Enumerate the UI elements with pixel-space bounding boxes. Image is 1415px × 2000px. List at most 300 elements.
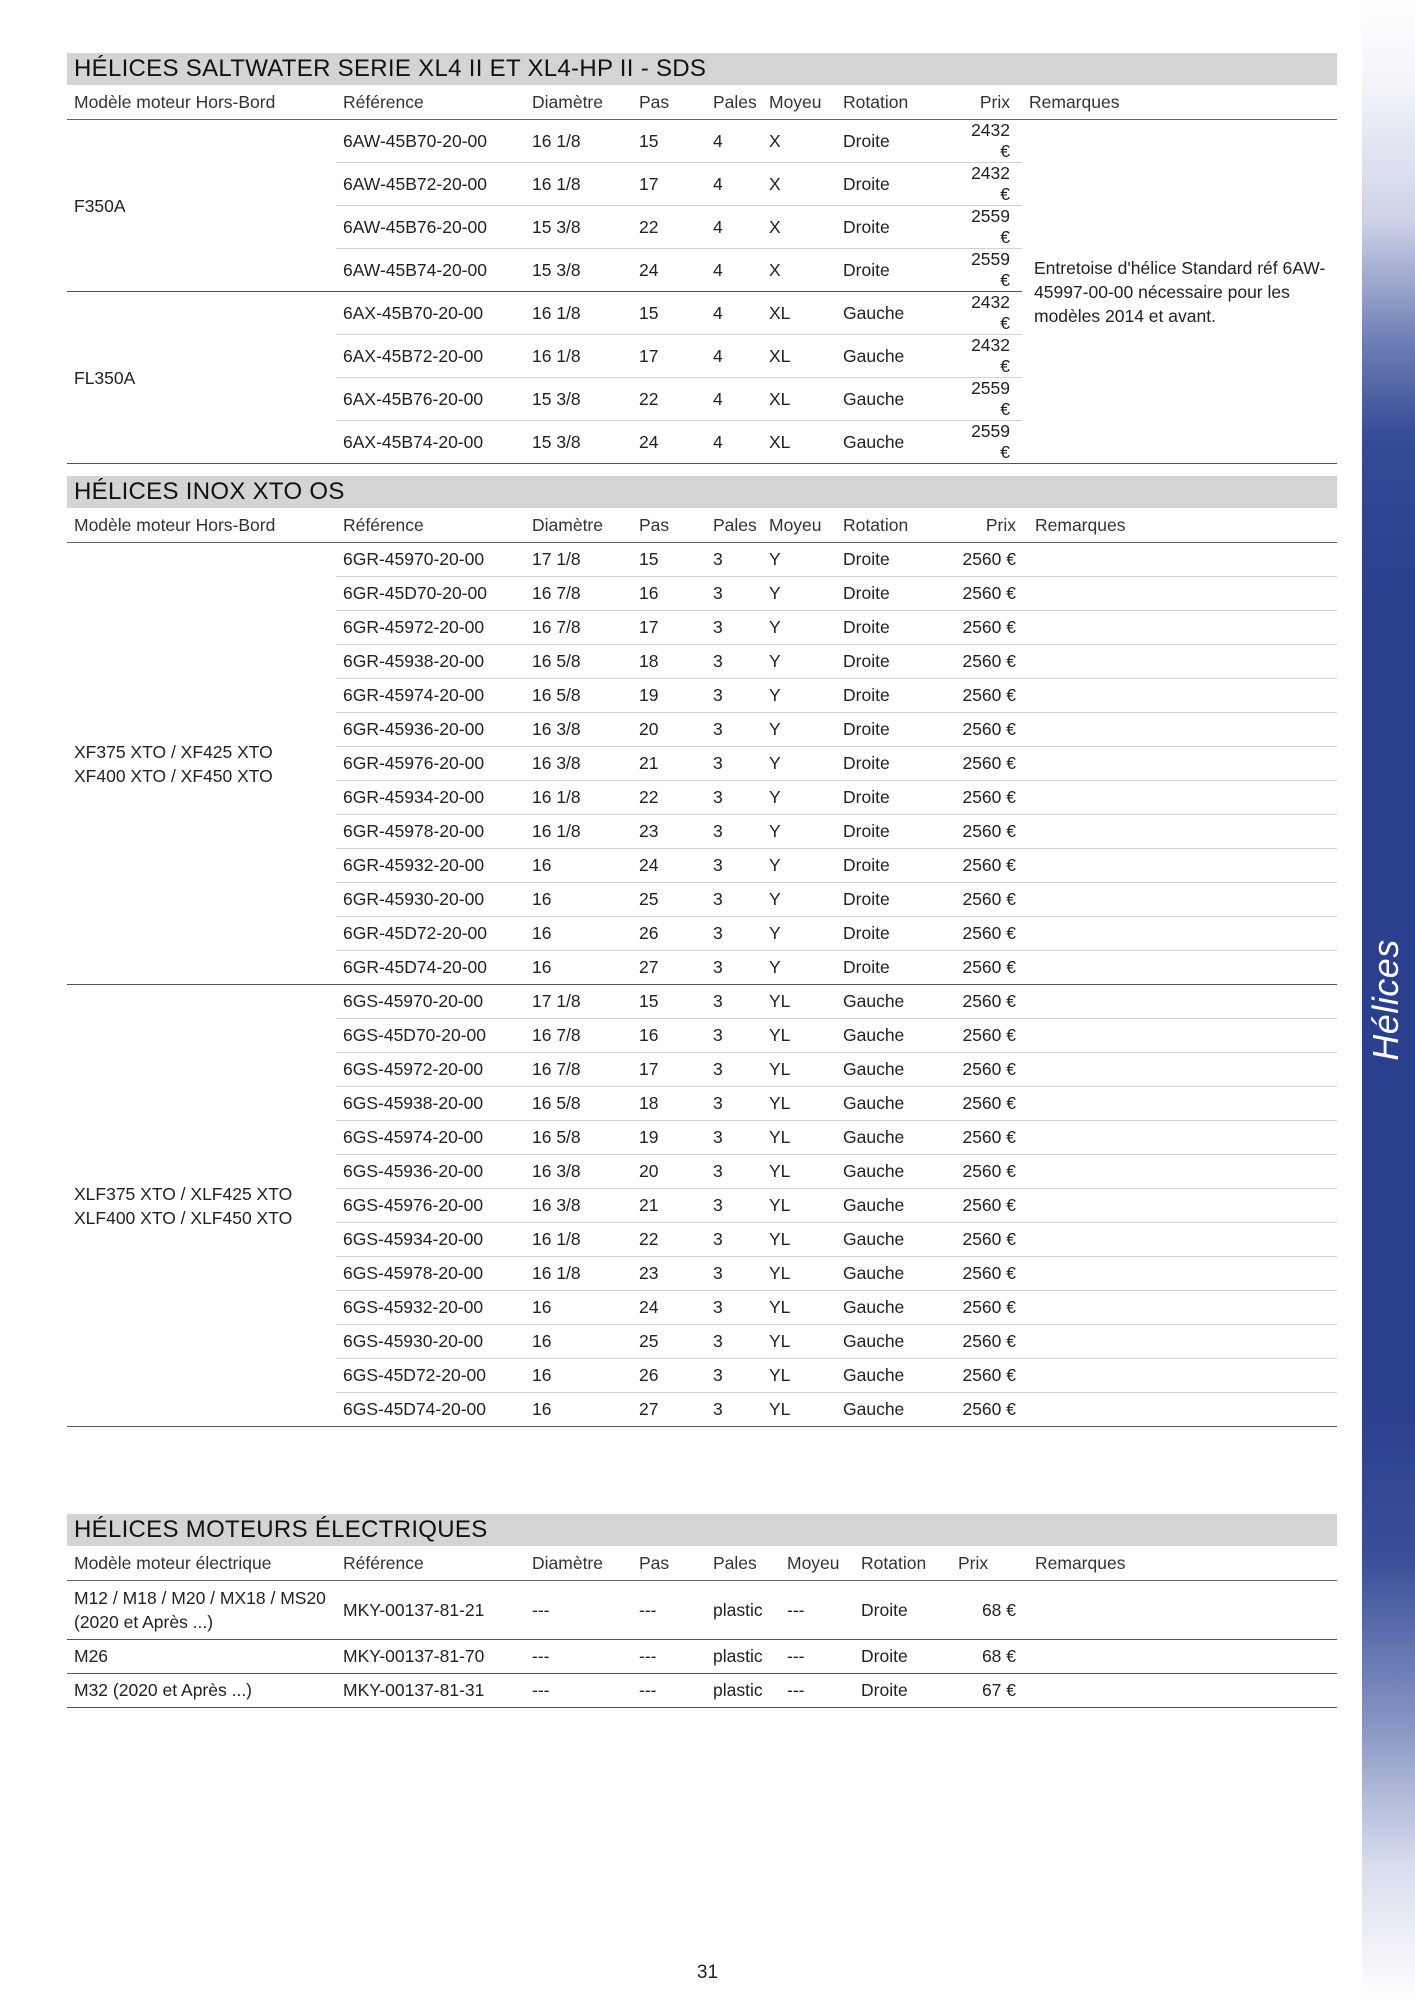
cell-price: 2560 € bbox=[951, 577, 1028, 611]
cell-pitch: 22 bbox=[632, 1223, 706, 1257]
cell-hub: YL bbox=[762, 1155, 836, 1189]
cell-price: 2560 € bbox=[951, 1223, 1028, 1257]
cell-remark bbox=[1028, 815, 1337, 849]
cell-price: 2560 € bbox=[951, 951, 1028, 985]
cell-price: 2432 € bbox=[951, 292, 1022, 335]
cell-hub: Y bbox=[762, 951, 836, 985]
cell-hub: YL bbox=[762, 1359, 836, 1393]
cell-reference: 6GR-45934-20-00 bbox=[336, 781, 525, 815]
table-row bbox=[67, 1581, 1337, 1640]
cell-pitch: 16 bbox=[632, 577, 706, 611]
cell-rotation: Gauche bbox=[836, 1291, 951, 1325]
cell-rotation: Gauche bbox=[836, 1155, 951, 1189]
section-title: HÉLICES SALTWATER SERIE XL4 II ET XL4-HP II - SDS bbox=[67, 53, 1337, 85]
section-title: HÉLICES MOTEURS ÉLECTRIQUES bbox=[67, 1514, 1337, 1546]
column-header-rotation: Rotation bbox=[836, 508, 951, 543]
cell-diameter: --- bbox=[525, 1581, 632, 1640]
cell-blades: plastic bbox=[706, 1640, 780, 1674]
cell-pitch: 24 bbox=[632, 1291, 706, 1325]
section-title: HÉLICES INOX XTO OS bbox=[67, 476, 1337, 508]
cell-pitch: 23 bbox=[632, 815, 706, 849]
cell-pitch: 19 bbox=[632, 1121, 706, 1155]
cell-rotation: Droite bbox=[836, 120, 951, 163]
table-row bbox=[67, 1640, 1337, 1674]
cell-pitch: 25 bbox=[632, 883, 706, 917]
cell-rotation: Gauche bbox=[836, 1121, 951, 1155]
cell-price: 2560 € bbox=[951, 1019, 1028, 1053]
cell-reference: 6GR-45970-20-00 bbox=[336, 543, 525, 577]
cell-pitch: 18 bbox=[632, 645, 706, 679]
cell-pitch: 20 bbox=[632, 1155, 706, 1189]
cell-rotation: Gauche bbox=[836, 1359, 951, 1393]
cell-blades: 3 bbox=[706, 1359, 762, 1393]
cell-remark bbox=[1028, 985, 1337, 1019]
cell-remark bbox=[1028, 1019, 1337, 1053]
cell-reference: 6GR-45974-20-00 bbox=[336, 679, 525, 713]
cell-pitch: 15 bbox=[632, 543, 706, 577]
cell-price: 2559 € bbox=[951, 206, 1022, 249]
cell-pitch: 15 bbox=[632, 292, 706, 335]
cell-rotation: Droite bbox=[836, 883, 951, 917]
cell-diameter: 17 1/8 bbox=[525, 543, 632, 577]
cell-remark bbox=[1028, 1581, 1337, 1640]
cell-diameter: 16 1/8 bbox=[525, 1257, 632, 1291]
cell-price: 2560 € bbox=[951, 1087, 1028, 1121]
cell-blades: 3 bbox=[706, 951, 762, 985]
cell-price: 2560 € bbox=[951, 1155, 1028, 1189]
cell-price: 2560 € bbox=[951, 747, 1028, 781]
column-header-reference: Référence bbox=[336, 1546, 525, 1581]
cell-diameter: 16 1/8 bbox=[525, 781, 632, 815]
cell-price: 2560 € bbox=[951, 1053, 1028, 1087]
cell-reference: 6GS-45934-20-00 bbox=[336, 1223, 525, 1257]
cell-rotation: Droite bbox=[854, 1640, 951, 1674]
cell-reference: 6GR-45976-20-00 bbox=[336, 747, 525, 781]
cell-reference: 6GS-45974-20-00 bbox=[336, 1121, 525, 1155]
cell-blades: 3 bbox=[706, 1291, 762, 1325]
cell-blades: 3 bbox=[706, 917, 762, 951]
cell-reference: 6GR-45932-20-00 bbox=[336, 849, 525, 883]
cell-reference: 6GR-45936-20-00 bbox=[336, 713, 525, 747]
column-header-reference: Référence bbox=[336, 85, 525, 120]
cell-blades: 3 bbox=[706, 1087, 762, 1121]
cell-diameter: 16 1/8 bbox=[525, 120, 632, 163]
cell-blades: 3 bbox=[706, 1121, 762, 1155]
cell-remark bbox=[1028, 577, 1337, 611]
page-number: 31 bbox=[696, 1962, 719, 1983]
cell-reference: 6GS-45978-20-00 bbox=[336, 1257, 525, 1291]
cell-blades: 4 bbox=[706, 292, 762, 335]
cell-reference: 6GR-45972-20-00 bbox=[336, 611, 525, 645]
cell-hub: Y bbox=[762, 883, 836, 917]
cell-rotation: Droite bbox=[836, 611, 951, 645]
cell-hub: X bbox=[762, 120, 836, 163]
cell-remark bbox=[1028, 645, 1337, 679]
cell-price: 2559 € bbox=[951, 421, 1022, 464]
cell-hub: YL bbox=[762, 1325, 836, 1359]
cell-price: 2560 € bbox=[951, 543, 1028, 577]
cell-price: 2560 € bbox=[951, 1325, 1028, 1359]
cell-diameter: 15 3/8 bbox=[525, 206, 632, 249]
cell-remark bbox=[1028, 1087, 1337, 1121]
cell-remark bbox=[1028, 1674, 1337, 1708]
cell-pitch: 27 bbox=[632, 1393, 706, 1427]
header-row bbox=[67, 1546, 1337, 1581]
electric-table bbox=[67, 1546, 1337, 1708]
cell-pitch: 15 bbox=[632, 120, 706, 163]
cell-rotation: Droite bbox=[836, 249, 951, 292]
cell-remark bbox=[1028, 951, 1337, 985]
cell-hub: YL bbox=[762, 1189, 836, 1223]
column-header-hub: Moyeu bbox=[762, 85, 836, 120]
cell-blades: 4 bbox=[706, 206, 762, 249]
cell-remark bbox=[1028, 747, 1337, 781]
cell-hub: Y bbox=[762, 577, 836, 611]
cell-diameter: 16 bbox=[525, 1291, 632, 1325]
cell-price: 2560 € bbox=[951, 1359, 1028, 1393]
cell-price: 68 € bbox=[951, 1640, 1028, 1674]
column-header-rotation: Rotation bbox=[836, 85, 951, 120]
cell-diameter: 16 1/8 bbox=[525, 335, 632, 378]
column-header-diameter: Diamètre bbox=[525, 1546, 632, 1581]
cell-rotation: Droite bbox=[836, 163, 951, 206]
cell-pitch: --- bbox=[632, 1581, 706, 1640]
section-saltwater bbox=[67, 53, 1337, 464]
cell-diameter: 16 1/8 bbox=[525, 292, 632, 335]
cell-rotation: Droite bbox=[854, 1674, 951, 1708]
cell-pitch: 19 bbox=[632, 679, 706, 713]
column-header-pitch: Pas bbox=[632, 85, 706, 120]
cell-remark bbox=[1028, 849, 1337, 883]
saltwater-table bbox=[67, 85, 1337, 464]
cell-remark bbox=[1028, 1325, 1337, 1359]
cell-hub: X bbox=[762, 249, 836, 292]
cell-reference: 6AW-45B76-20-00 bbox=[336, 206, 525, 249]
cell-reference: MKY-00137-81-31 bbox=[336, 1674, 525, 1708]
cell-reference: MKY-00137-81-21 bbox=[336, 1581, 525, 1640]
cell-pitch: 26 bbox=[632, 917, 706, 951]
cell-blades: 3 bbox=[706, 985, 762, 1019]
cell-price: 2560 € bbox=[951, 917, 1028, 951]
cell-remark bbox=[1028, 1155, 1337, 1189]
column-header-pitch: Pas bbox=[632, 508, 706, 543]
cell-reference: 6GR-45930-20-00 bbox=[336, 883, 525, 917]
cell-reference: 6AW-45B72-20-00 bbox=[336, 163, 525, 206]
cell-hub: YL bbox=[762, 1291, 836, 1325]
cell-hub: YL bbox=[762, 1223, 836, 1257]
cell-model: M26 bbox=[67, 1640, 336, 1674]
cell-hub: XL bbox=[762, 378, 836, 421]
cell-blades: 3 bbox=[706, 1325, 762, 1359]
cell-blades: 3 bbox=[706, 611, 762, 645]
cell-reference: 6GR-45978-20-00 bbox=[336, 815, 525, 849]
cell-hub: --- bbox=[780, 1674, 854, 1708]
column-header-model: Modèle moteur Hors-Bord bbox=[67, 508, 336, 543]
cell-blades: 3 bbox=[706, 1189, 762, 1223]
cell-blades: 3 bbox=[706, 849, 762, 883]
cell-blades: 3 bbox=[706, 1223, 762, 1257]
cell-diameter: 16 5/8 bbox=[525, 679, 632, 713]
cell-rotation: Droite bbox=[836, 849, 951, 883]
cell-remark bbox=[1028, 611, 1337, 645]
cell-remark bbox=[1028, 1291, 1337, 1325]
cell-remark bbox=[1028, 679, 1337, 713]
cell-diameter: 16 3/8 bbox=[525, 713, 632, 747]
cell-blades: 3 bbox=[706, 815, 762, 849]
cell-reference: 6GS-45938-20-00 bbox=[336, 1087, 525, 1121]
cell-price: 2559 € bbox=[951, 249, 1022, 292]
cell-hub: YL bbox=[762, 1257, 836, 1291]
cell-rotation: Gauche bbox=[836, 1053, 951, 1087]
header-row bbox=[67, 85, 1337, 120]
cell-reference: 6AX-45B70-20-00 bbox=[336, 292, 525, 335]
cell-blades: 3 bbox=[706, 1053, 762, 1087]
cell-rotation: Droite bbox=[836, 951, 951, 985]
cell-price: 2560 € bbox=[951, 645, 1028, 679]
table-row bbox=[67, 1674, 1337, 1708]
cell-model: XLF375 XTO / XLF425 XTO XLF400 XTO / XLF450 XTO bbox=[67, 985, 336, 1427]
cell-pitch: 21 bbox=[632, 747, 706, 781]
cell-rotation: Droite bbox=[836, 747, 951, 781]
cell-reference: 6AW-45B74-20-00 bbox=[336, 249, 525, 292]
cell-blades: 3 bbox=[706, 543, 762, 577]
cell-pitch: 17 bbox=[632, 1053, 706, 1087]
cell-price: 2432 € bbox=[951, 163, 1022, 206]
cell-hub: --- bbox=[780, 1640, 854, 1674]
cell-reference: 6GR-45D74-20-00 bbox=[336, 951, 525, 985]
cell-price: 2560 € bbox=[951, 815, 1028, 849]
cell-hub: YL bbox=[762, 1087, 836, 1121]
cell-diameter: 16 bbox=[525, 849, 632, 883]
cell-reference: 6GS-45976-20-00 bbox=[336, 1189, 525, 1223]
cell-remark bbox=[1028, 883, 1337, 917]
cell-price: 2560 € bbox=[951, 679, 1028, 713]
cell-pitch: 27 bbox=[632, 951, 706, 985]
cell-blades: 4 bbox=[706, 421, 762, 464]
column-header-pitch: Pas bbox=[632, 1546, 706, 1581]
cell-blades: 3 bbox=[706, 1155, 762, 1189]
cell-pitch: 16 bbox=[632, 1019, 706, 1053]
cell-blades: 4 bbox=[706, 249, 762, 292]
cell-reference: 6GS-45D70-20-00 bbox=[336, 1019, 525, 1053]
cell-blades: 4 bbox=[706, 120, 762, 163]
table-row bbox=[67, 985, 1337, 1019]
cell-rotation: Gauche bbox=[836, 1223, 951, 1257]
cell-diameter: 16 bbox=[525, 1393, 632, 1427]
cell-hub: XL bbox=[762, 292, 836, 335]
cell-hub: --- bbox=[780, 1581, 854, 1640]
cell-hub: X bbox=[762, 163, 836, 206]
cell-blades: 3 bbox=[706, 577, 762, 611]
cell-pitch: 22 bbox=[632, 378, 706, 421]
cell-remark bbox=[1028, 1359, 1337, 1393]
cell-blades: 3 bbox=[706, 781, 762, 815]
cell-rotation: Droite bbox=[836, 917, 951, 951]
cell-diameter: 16 1/8 bbox=[525, 163, 632, 206]
cell-pitch: 22 bbox=[632, 206, 706, 249]
cell-rotation: Gauche bbox=[836, 1087, 951, 1121]
cell-rotation: Gauche bbox=[836, 335, 951, 378]
cell-reference: 6GS-45D74-20-00 bbox=[336, 1393, 525, 1427]
cell-blades: 4 bbox=[706, 163, 762, 206]
cell-hub: Y bbox=[762, 747, 836, 781]
table-row bbox=[67, 543, 1337, 577]
cell-hub: Y bbox=[762, 917, 836, 951]
cell-hub: XL bbox=[762, 421, 836, 464]
cell-pitch: 17 bbox=[632, 163, 706, 206]
cell-blades: 3 bbox=[706, 1393, 762, 1427]
cell-remark bbox=[1028, 781, 1337, 815]
section-electric bbox=[67, 1514, 1337, 1708]
column-header-hub: Moyeu bbox=[762, 508, 836, 543]
column-header-remarks: Remarques bbox=[1028, 1546, 1337, 1581]
cell-pitch: 22 bbox=[632, 781, 706, 815]
cell-model: M12 / M18 / M20 / MX18 / MS20 (2020 et Après ...) bbox=[67, 1581, 336, 1640]
cell-hub: Y bbox=[762, 645, 836, 679]
cell-hub: Y bbox=[762, 713, 836, 747]
cell-hub: YL bbox=[762, 1393, 836, 1427]
cell-price: 2432 € bbox=[951, 120, 1022, 163]
cell-rotation: Gauche bbox=[836, 985, 951, 1019]
cell-diameter: 16 bbox=[525, 917, 632, 951]
cell-pitch: 21 bbox=[632, 1189, 706, 1223]
column-header-blades: Pales bbox=[706, 85, 762, 120]
cell-rotation: Droite bbox=[836, 206, 951, 249]
cell-rotation: Gauche bbox=[836, 1019, 951, 1053]
cell-rotation: Gauche bbox=[836, 378, 951, 421]
cell-hub: YL bbox=[762, 1121, 836, 1155]
column-header-hub: Moyeu bbox=[780, 1546, 854, 1581]
cell-diameter: 16 3/8 bbox=[525, 1155, 632, 1189]
cell-pitch: --- bbox=[632, 1674, 706, 1708]
cell-remark bbox=[1028, 1053, 1337, 1087]
cell-blades: plastic bbox=[706, 1674, 780, 1708]
cell-diameter: 16 3/8 bbox=[525, 1189, 632, 1223]
cell-hub: Y bbox=[762, 849, 836, 883]
cell-hub: Y bbox=[762, 781, 836, 815]
column-header-price: Prix bbox=[951, 85, 1022, 120]
cell-pitch: 17 bbox=[632, 335, 706, 378]
column-header-reference: Référence bbox=[336, 508, 525, 543]
cell-pitch: 18 bbox=[632, 1087, 706, 1121]
cell-pitch: 24 bbox=[632, 421, 706, 464]
cell-hub: Y bbox=[762, 815, 836, 849]
cell-pitch: 23 bbox=[632, 1257, 706, 1291]
cell-model: FL350A bbox=[67, 292, 336, 464]
cell-diameter: 16 bbox=[525, 1359, 632, 1393]
cell-price: 2560 € bbox=[951, 1257, 1028, 1291]
cell-price: 2560 € bbox=[951, 985, 1028, 1019]
cell-price: 2559 € bbox=[951, 378, 1022, 421]
column-header-remarks: Remarques bbox=[1028, 508, 1337, 543]
cell-blades: 3 bbox=[706, 679, 762, 713]
cell-pitch: 25 bbox=[632, 1325, 706, 1359]
cell-rotation: Droite bbox=[836, 815, 951, 849]
cell-price: 68 € bbox=[951, 1581, 1028, 1640]
cell-rotation: Gauche bbox=[836, 1393, 951, 1427]
cell-model: F350A bbox=[67, 120, 336, 292]
cell-diameter: 16 1/8 bbox=[525, 1223, 632, 1257]
cell-remark bbox=[1028, 917, 1337, 951]
cell-price: 2560 € bbox=[951, 611, 1028, 645]
cell-rotation: Gauche bbox=[836, 292, 951, 335]
cell-hub: Y bbox=[762, 543, 836, 577]
column-header-model: Modèle moteur électrique bbox=[67, 1546, 336, 1581]
cell-price: 2560 € bbox=[951, 849, 1028, 883]
cell-remark bbox=[1028, 1223, 1337, 1257]
cell-price: 67 € bbox=[951, 1674, 1028, 1708]
cell-rotation: Droite bbox=[854, 1581, 951, 1640]
cell-diameter: 16 7/8 bbox=[525, 1019, 632, 1053]
cell-hub: Y bbox=[762, 611, 836, 645]
cell-rotation: Gauche bbox=[836, 1257, 951, 1291]
cell-hub: X bbox=[762, 206, 836, 249]
cell-rotation: Droite bbox=[836, 679, 951, 713]
cell-rotation: Droite bbox=[836, 713, 951, 747]
cell-blades: 3 bbox=[706, 713, 762, 747]
cell-blades: plastic bbox=[706, 1581, 780, 1640]
cell-diameter: 16 bbox=[525, 883, 632, 917]
cell-hub: YL bbox=[762, 1053, 836, 1087]
sidebar-label: Hélices bbox=[1365, 939, 1406, 1061]
cell-blades: 3 bbox=[706, 1257, 762, 1291]
cell-remark bbox=[1028, 1121, 1337, 1155]
cell-blades: 3 bbox=[706, 1019, 762, 1053]
cell-blades: 3 bbox=[706, 747, 762, 781]
cell-pitch: 15 bbox=[632, 985, 706, 1019]
cell-diameter: 16 7/8 bbox=[525, 1053, 632, 1087]
cell-pitch: 20 bbox=[632, 713, 706, 747]
cell-diameter: 16 7/8 bbox=[525, 611, 632, 645]
column-header-diameter: Diamètre bbox=[525, 508, 632, 543]
cell-diameter: 17 1/8 bbox=[525, 985, 632, 1019]
cell-remark bbox=[1028, 713, 1337, 747]
cell-blades: 4 bbox=[706, 335, 762, 378]
cell-price: 2560 € bbox=[951, 1393, 1028, 1427]
cell-diameter: 15 3/8 bbox=[525, 378, 632, 421]
column-header-diameter: Diamètre bbox=[525, 85, 632, 120]
cell-reference: 6GS-45D72-20-00 bbox=[336, 1359, 525, 1393]
cell-hub: YL bbox=[762, 1019, 836, 1053]
column-header-blades: Pales bbox=[706, 508, 762, 543]
cell-price: 2560 € bbox=[951, 1121, 1028, 1155]
cell-price: 2560 € bbox=[951, 1291, 1028, 1325]
column-header-price: Prix bbox=[951, 508, 1028, 543]
cell-rotation: Droite bbox=[836, 543, 951, 577]
cell-rotation: Gauche bbox=[836, 421, 951, 464]
cell-remark bbox=[1028, 543, 1337, 577]
cell-diameter: 16 5/8 bbox=[525, 1087, 632, 1121]
cell-pitch: 26 bbox=[632, 1359, 706, 1393]
cell-blades: 3 bbox=[706, 883, 762, 917]
cell-reference: 6GS-45932-20-00 bbox=[336, 1291, 525, 1325]
cell-diameter: --- bbox=[525, 1674, 632, 1708]
cell-reference: MKY-00137-81-70 bbox=[336, 1640, 525, 1674]
cell-rotation: Droite bbox=[836, 577, 951, 611]
cell-remark: Entretoise d'hélice Standard réf 6AW-45997-00-00 nécessaire pour les modèles 2014 et avant. bbox=[1022, 120, 1337, 464]
cell-diameter: 16 5/8 bbox=[525, 1121, 632, 1155]
cell-reference: 6GS-45930-20-00 bbox=[336, 1325, 525, 1359]
cell-remark bbox=[1028, 1189, 1337, 1223]
cell-model: M32 (2020 et Après ...) bbox=[67, 1674, 336, 1708]
cell-diameter: 16 1/8 bbox=[525, 815, 632, 849]
cell-price: 2560 € bbox=[951, 883, 1028, 917]
cell-diameter: 16 5/8 bbox=[525, 645, 632, 679]
cell-rotation: Gauche bbox=[836, 1189, 951, 1223]
column-header-price: Prix bbox=[951, 1546, 1028, 1581]
cell-reference: 6AX-45B76-20-00 bbox=[336, 378, 525, 421]
cell-diameter: 16 bbox=[525, 951, 632, 985]
